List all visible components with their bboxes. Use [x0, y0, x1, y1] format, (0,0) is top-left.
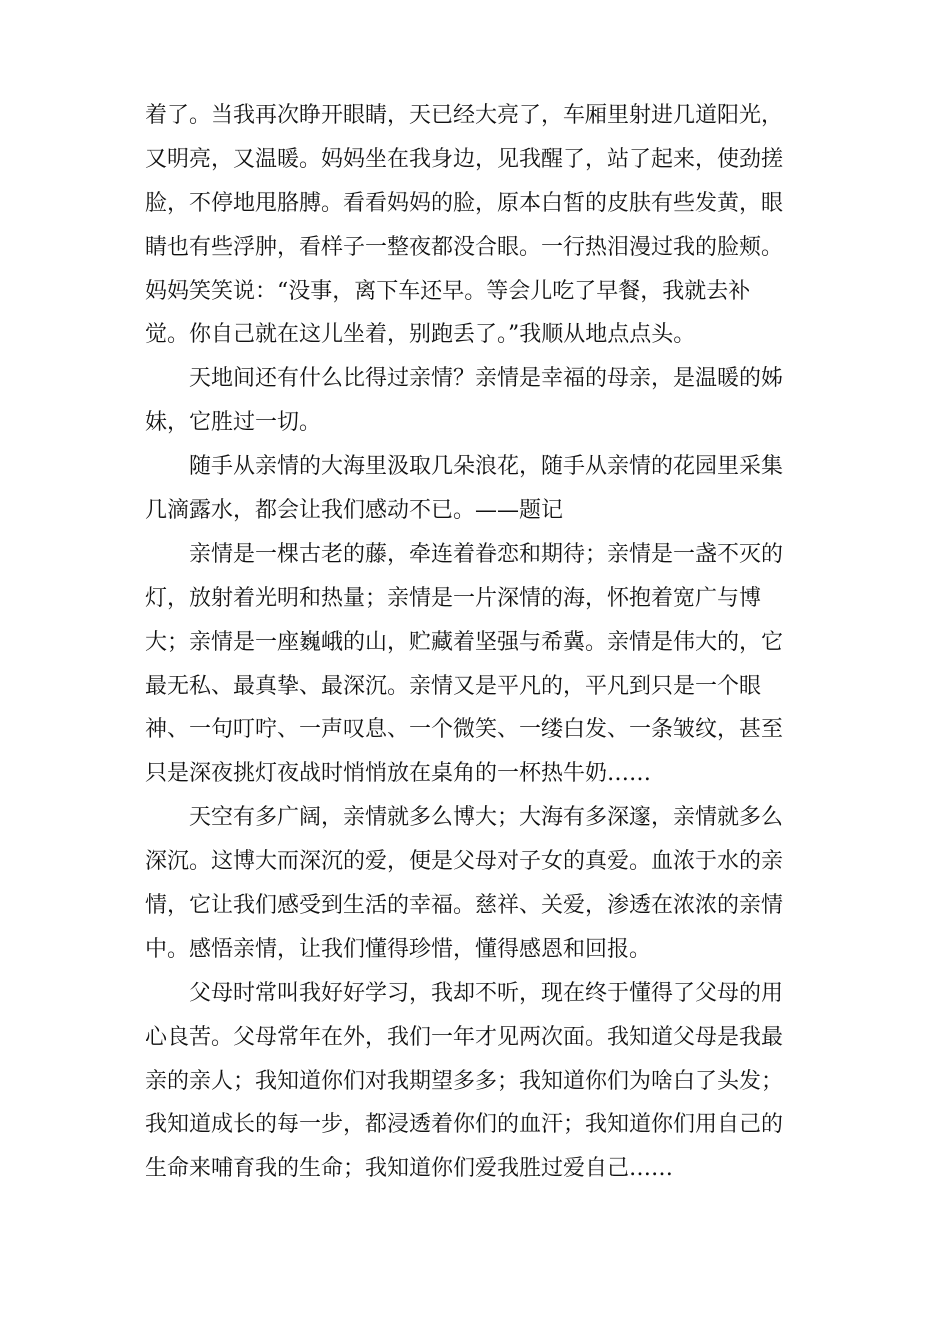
text-line: 着了。当我再次睁开眼睛，天已经大亮了，车厢里射进几道阳光， [145, 103, 784, 128]
text-line: 大；亲情是一座巍峨的山，贮藏着坚强与希冀。亲情是伟大的，它 [145, 629, 784, 655]
text-line: 心良苦。父母常年在外，我们一年才见两次面。我知道父母是我最 [145, 1024, 784, 1050]
paragraph-first-line: 亲情是一棵古老的藤，牵连着眷恋和期待；亲情是一盏不灭的 [189, 541, 784, 567]
text-line: 情，它让我们感受到生活的幸福。慈祥、关爱，渗透在浓浓的亲情 [145, 893, 784, 919]
text-line: 中。感悟亲情，让我们懂得珍惜，懂得感恩和回报。 [145, 936, 652, 962]
paragraph-first-line: 随手从亲情的大海里汲取几朵浪花，随手从亲情的花园里采集 [189, 454, 784, 480]
text-line: 最无私、最真挚、最深沉。亲情又是平凡的，平凡到只是一个眼 [145, 673, 762, 699]
paragraph-first-line: 父母时常叫我好好学习，我却不听，现在终于懂得了父母的用 [189, 980, 784, 1006]
text-line: 脸，不停地甩胳膊。看看妈妈的脸，原本白皙的皮肤有些发黄，眼 [145, 190, 784, 216]
paragraph-first-line: 天地间还有什么比得过亲情？亲情是幸福的母亲，是温暖的姊 [189, 366, 784, 392]
text-line: 觉。你自己就在这儿坐着，别跑丢了。”我顺从地点点头。 [145, 322, 696, 348]
text-line: 又明亮，又温暖。妈妈坐在我身边，见我醒了，站了起来，使劲搓 [145, 146, 784, 172]
text-line: 几滴露水，都会让我们感动不已。——题记 [145, 498, 564, 524]
text-line: 只是深夜挑灯夜战时悄悄放在桌角的一杯热牛奶…… [145, 761, 652, 787]
text-line: 灯，放射着光明和热量；亲情是一片深情的海，怀抱着宽广与博 [145, 585, 762, 611]
text-line: 妈妈笑笑说：“没事，离下车还早。等会儿吃了早餐，我就去补 [145, 278, 751, 304]
paragraph-first-line: 天空有多广阔，亲情就多么博大；大海有多深邃，亲情就多么 [189, 805, 784, 831]
text-line: 深沉。这博大而深沉的爱，便是父母对子女的真爱。血浓于水的亲 [145, 849, 784, 875]
essay-body [145, 94, 805, 1191]
text-line: 我知道成长的每一步，都浸透着你们的血汗；我知道你们用自己的 [145, 1112, 784, 1138]
text-line: 神、一句叮咛、一声叹息、一个微笑、一缕白发、一条皱纹，甚至 [145, 717, 784, 743]
text-line: 妹，它胜过一切。 [145, 410, 322, 436]
text-line: 睛也有些浮肿，看样子一整夜都没合眼。一行热泪漫过我的脸颊。 [145, 234, 784, 260]
text-line: 生命来哺育我的生命；我知道你们爱我胜过爱自己…… [145, 1156, 674, 1182]
text-line: 亲的亲人；我知道你们对我期望多多；我知道你们为啥白了头发； [145, 1068, 784, 1094]
